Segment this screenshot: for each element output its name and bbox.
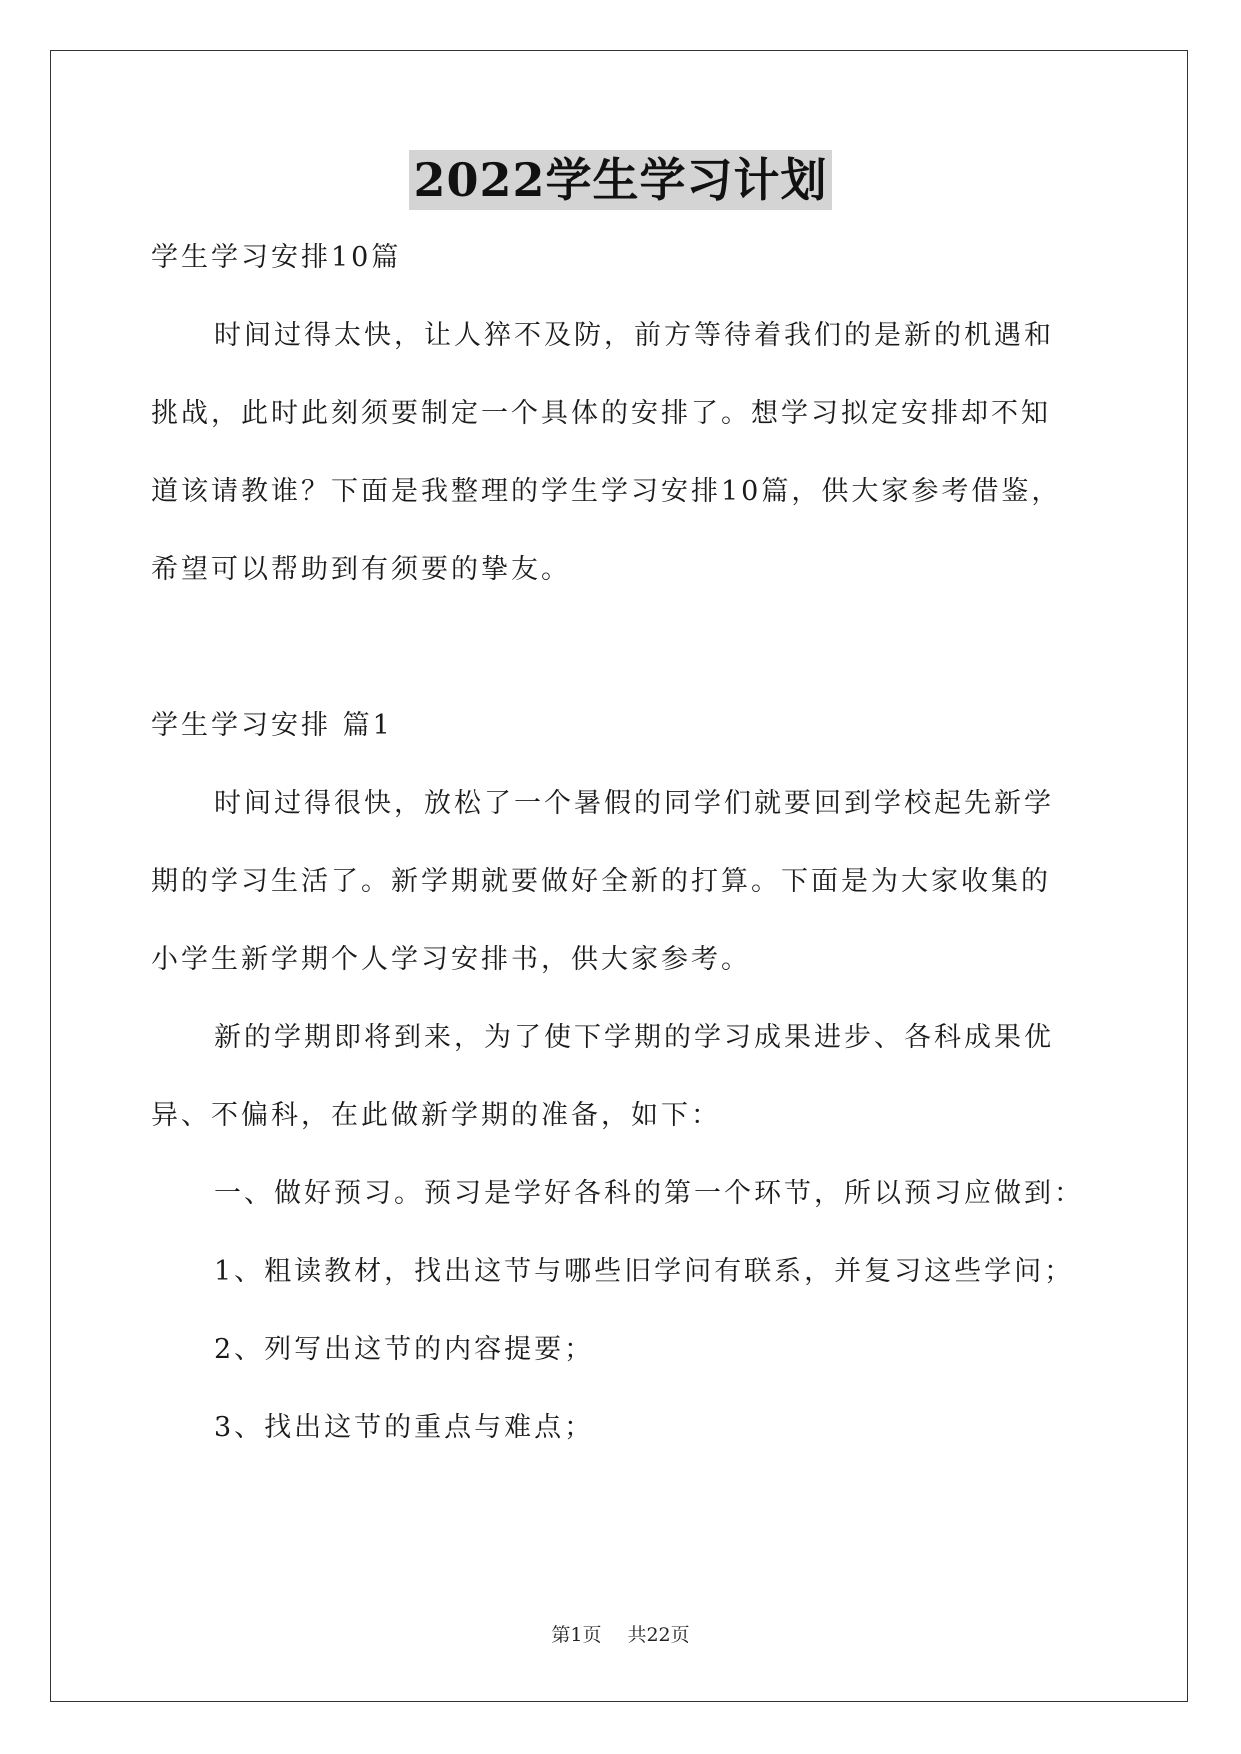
blank-spacer [151,623,1091,701]
document-body [151,233,1091,1481]
paragraph-line: 希望可以帮助到有须要的挚友。 [151,554,571,585]
list-item: 3、找出这节的重点与难点； [214,1412,595,1443]
paragraph-line: 时间过得太快，让人猝不及防，前方等待着我们的是新的机遇和 [214,320,1054,351]
paragraph-line: 异、不偏科，在此做新学期的准备，如下： [151,1100,721,1131]
list-item: 2、列写出这节的内容提要； [214,1334,595,1365]
title-container [0,150,1241,210]
document-title: 2022学生学习计划 [409,150,831,210]
paragraph-line: 时间过得很快，放松了一个暑假的同学们就要回到学校起先新学 [214,788,1054,819]
paragraph-line: 道该请教谁？下面是我整理的学生学习安排10篇，供大家参考借鉴， [151,476,1062,507]
section-heading: 学生学习安排 篇1 [151,710,393,741]
page-total: 共22页 [627,1624,690,1646]
paragraph-line: 期的学习生活了。新学期就要做好全新的打算。下面是为大家收集的 [151,866,1051,897]
heading-line: 学生学习安排10篇 [151,242,402,273]
page-footer [0,1620,1241,1647]
list-item: 1、粗读教材，找出这节与哪些旧学问有联系，并复习这些学问； [214,1256,1075,1287]
page-number: 第1页 [551,1624,602,1646]
paragraph-line: 小学生新学期个人学习安排书，供大家参考。 [151,944,751,975]
paragraph-line: 挑战，此时此刻须要制定一个具体的安排了。想学习拟定安排却不知 [151,398,1051,429]
paragraph-line: 一、做好预习。预习是学好各科的第一个环节，所以预习应做到： [214,1178,1084,1209]
paragraph-line: 新的学期即将到来，为了使下学期的学习成果进步、各科成果优 [214,1022,1054,1053]
